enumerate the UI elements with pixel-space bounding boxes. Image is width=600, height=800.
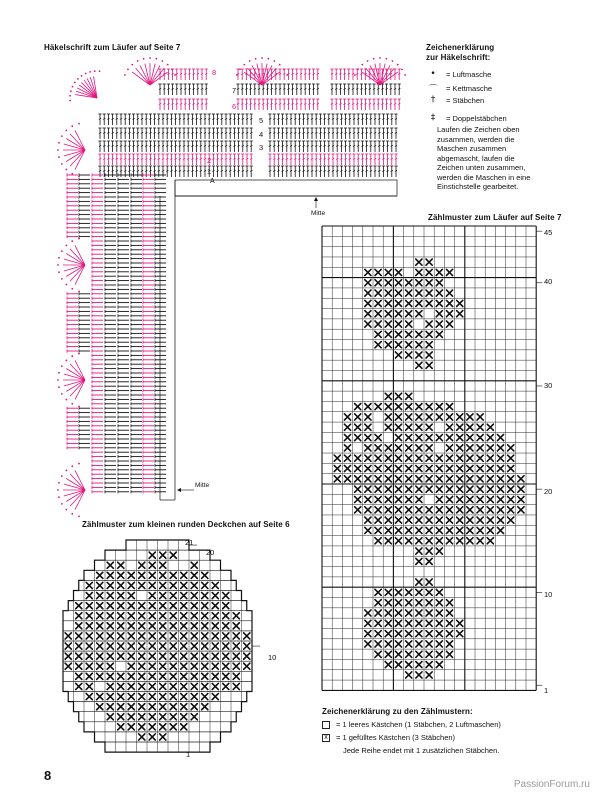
filled-cell <box>170 603 176 609</box>
filled-cell <box>160 643 166 649</box>
filled-cell <box>128 623 134 629</box>
filled-cell <box>149 643 155 649</box>
filled-cell <box>97 572 103 578</box>
filled-cell <box>86 592 92 598</box>
filled-cell <box>181 663 187 669</box>
filled-cell <box>107 623 113 629</box>
filled-cell <box>118 714 124 720</box>
filled-cell <box>118 613 124 619</box>
filled-cell <box>212 643 218 649</box>
filled-cell <box>97 643 103 649</box>
runner-label-10: 10 <box>544 590 553 599</box>
filled-cell <box>128 582 134 588</box>
filled-cell <box>212 673 218 679</box>
filled-cell <box>212 623 218 629</box>
filled-cell <box>149 693 155 699</box>
filled-cell <box>76 623 82 629</box>
runner-label-30: 30 <box>544 381 553 390</box>
filled-cell <box>202 693 208 699</box>
filled-cell <box>118 724 124 730</box>
filled-cell <box>149 552 155 558</box>
filled-cell <box>97 663 103 669</box>
filled-cell <box>191 613 197 619</box>
filled-cell <box>212 592 218 598</box>
filled-cell <box>128 663 134 669</box>
legend-luftmasche: • = Luftmasche <box>426 69 491 79</box>
filled-cell <box>118 633 124 639</box>
filled-cell <box>97 623 103 629</box>
filled-cell <box>160 633 166 639</box>
filled-cell <box>139 714 145 720</box>
filled-cell <box>233 663 239 669</box>
filled-cell <box>107 704 113 710</box>
filled-cell <box>128 633 134 639</box>
crochet-row-1: 1 <box>207 167 212 176</box>
filled-cell <box>181 603 187 609</box>
crochet-row-6: 6 <box>232 102 237 111</box>
filled-cell <box>118 562 124 568</box>
filled-cell <box>97 693 103 699</box>
counting-legend-title: Zeichenerklärung zu den Zählmustern: <box>322 707 473 716</box>
filled-cell <box>233 673 239 679</box>
filled-cell <box>181 704 187 710</box>
filled-cell <box>181 633 187 639</box>
filled-cell <box>86 623 92 629</box>
filled-cell <box>170 643 176 649</box>
filled-cell <box>139 683 145 689</box>
filled-cell <box>86 663 92 669</box>
filled-cell <box>170 714 176 720</box>
filled-cell <box>170 552 176 558</box>
filled-cell <box>139 582 145 588</box>
filled-cell <box>212 653 218 659</box>
filled-cell <box>139 734 145 740</box>
round-label-1: 1 <box>186 750 191 759</box>
filled-cell <box>160 724 166 730</box>
filled-cell <box>233 683 239 689</box>
filled-cell <box>223 623 229 629</box>
filled-cell <box>76 633 82 639</box>
filled-cell <box>128 724 134 730</box>
filled-cell <box>170 572 176 578</box>
filled-cell <box>97 633 103 639</box>
page-number: 8 <box>44 768 52 783</box>
filled-cell <box>128 714 134 720</box>
filled-cell <box>65 643 71 649</box>
filled-cell <box>170 623 176 629</box>
filled-cell <box>149 653 155 659</box>
filled-cell <box>212 613 218 619</box>
filled-cell <box>128 613 134 619</box>
treble-crochet-icon: ‡ <box>430 113 436 123</box>
filled-cell <box>97 653 103 659</box>
counting-legend-filled: x = 1 gefülltes Kästchen (3 Stäbchen) <box>322 733 455 742</box>
filled-cell <box>160 552 166 558</box>
filled-cell <box>86 613 92 619</box>
round-label-10: 10 <box>268 653 277 662</box>
filled-cell <box>191 633 197 639</box>
filled-cell <box>191 663 197 669</box>
filled-cell <box>86 653 92 659</box>
legend-kettmasche: ⌒ = Kettmasche <box>426 82 492 95</box>
runner-label-40: 40 <box>544 277 553 286</box>
filled-cell <box>223 603 229 609</box>
filled-cell <box>202 572 208 578</box>
filled-cell <box>191 562 197 568</box>
filled-cell <box>181 572 187 578</box>
filled-cell <box>128 683 134 689</box>
filled-cell <box>118 653 124 659</box>
filled-cell <box>202 582 208 588</box>
counting-legend-empty: = 1 leeres Kästchen (1 Stäbchen, 2 Luftmaschen) <box>322 720 501 729</box>
filled-cell <box>160 704 166 710</box>
chain-stitch-icon: • <box>430 69 436 79</box>
filled-cell <box>86 643 92 649</box>
filled-cell <box>97 592 103 598</box>
crochet-legend-note: Laufen die Zeichen oben zusammen, werden die Maschen zusammen abgemascht, laufen die Zeichen unten zusammen, werden die Maschen in eine Einstichstelle gearbeitet. <box>437 125 531 191</box>
filled-cell <box>191 714 197 720</box>
filled-cell <box>233 633 239 639</box>
filled-cell <box>181 724 187 730</box>
filled-cell <box>149 704 155 710</box>
filled-cell <box>202 603 208 609</box>
filled-cell <box>181 673 187 679</box>
filled-cell <box>97 673 103 679</box>
filled-cell <box>170 693 176 699</box>
filled-cell <box>191 592 197 598</box>
filled-cell <box>107 663 113 669</box>
filled-cell <box>107 673 113 679</box>
filled-cell <box>118 572 124 578</box>
filled-cell <box>233 643 239 649</box>
filled-cell <box>160 673 166 679</box>
filled-cell <box>139 562 145 568</box>
filled-cell <box>128 572 134 578</box>
filled-cell <box>223 633 229 639</box>
filled-cell <box>149 572 155 578</box>
filled-cell <box>86 693 92 699</box>
filled-cell <box>107 613 113 619</box>
filled-cell <box>223 673 229 679</box>
filled-cell <box>139 663 145 669</box>
legend-doppelstaebchen: ‡ = Doppelstäbchen <box>426 113 507 123</box>
filled-cell <box>118 673 124 679</box>
filled-cell <box>181 582 187 588</box>
filled-cell <box>223 613 229 619</box>
filled-cell <box>107 572 113 578</box>
filled-cell <box>139 653 145 659</box>
filled-cell <box>212 582 218 588</box>
filled-cell <box>86 683 92 689</box>
start-marker: A <box>210 178 215 185</box>
filled-cell <box>118 603 124 609</box>
crochet-row-3: 3 <box>259 143 264 152</box>
filled-cell <box>160 653 166 659</box>
runner-label-1: 1 <box>544 686 549 695</box>
filled-cell <box>149 724 155 730</box>
filled-cell <box>202 623 208 629</box>
filled-cell <box>181 693 187 699</box>
filled-cell <box>128 603 134 609</box>
filled-cell <box>139 633 145 639</box>
filled-cell <box>118 592 124 598</box>
filled-cell <box>65 663 71 669</box>
filled-cell <box>223 592 229 598</box>
filled-cell <box>76 663 82 669</box>
filled-cell <box>181 623 187 629</box>
crochet-row-2: 2 <box>207 156 212 165</box>
runner-chart-title: Zählmuster zum Läufer auf Seite 7 <box>428 213 562 222</box>
filled-cell <box>202 643 208 649</box>
filled-cell <box>149 613 155 619</box>
filled-cell <box>128 693 134 699</box>
filled-cell <box>65 633 71 639</box>
runner-label-45: 45 <box>544 228 553 237</box>
filled-cell <box>202 592 208 598</box>
filled-cell <box>107 633 113 639</box>
filled-cell <box>118 693 124 699</box>
filled-cell <box>160 683 166 689</box>
filled-cell <box>107 643 113 649</box>
legend-staebchen: † = Stäbchen <box>426 95 484 105</box>
filled-cell <box>128 653 134 659</box>
filled-cell <box>139 693 145 699</box>
filled-cell <box>233 623 239 629</box>
filled-cell <box>128 673 134 679</box>
filled-cell <box>202 613 208 619</box>
filled-cell <box>212 663 218 669</box>
filled-cell <box>191 683 197 689</box>
filled-cell <box>97 582 103 588</box>
filled-cell <box>212 603 218 609</box>
filled-cell <box>118 704 124 710</box>
filled-cell <box>181 643 187 649</box>
filled-cell <box>139 572 145 578</box>
filled-cell <box>118 643 124 649</box>
filled-cell <box>128 592 134 598</box>
double-crochet-icon: † <box>430 95 436 105</box>
filled-cell <box>139 673 145 679</box>
empty-box-icon <box>322 721 330 729</box>
filled-cell <box>160 582 166 588</box>
filled-cell <box>97 704 103 710</box>
filled-cell <box>86 673 92 679</box>
filled-cell <box>149 582 155 588</box>
filled-cell <box>149 633 155 639</box>
filled-cell <box>149 683 155 689</box>
filled-cell <box>118 623 124 629</box>
filled-cell <box>170 633 176 639</box>
filled-cell <box>191 623 197 629</box>
filled-cell <box>191 572 197 578</box>
counting-legend-note: Jede Reihe endet mit 1 zusätzlichen Stäbchen. <box>343 746 500 755</box>
filled-cell <box>244 643 250 649</box>
filled-cell <box>244 653 250 659</box>
mitte-side-label: Mitte <box>195 482 210 489</box>
filled-cell <box>149 592 155 598</box>
filled-cell <box>191 643 197 649</box>
filled-cell <box>223 643 229 649</box>
filled-cell <box>107 653 113 659</box>
filled-cell <box>181 653 187 659</box>
filled-cell <box>170 683 176 689</box>
crochet-row-5: 5 <box>259 116 264 125</box>
filled-cell <box>160 734 166 740</box>
slip-stitch-icon: ⌒ <box>428 85 438 95</box>
filled-cell <box>97 603 103 609</box>
filled-cell <box>107 714 113 720</box>
filled-cell <box>149 562 155 568</box>
filled-cell <box>107 562 113 568</box>
filled-cell <box>107 603 113 609</box>
filled-cell <box>233 613 239 619</box>
filled-cell <box>76 683 82 689</box>
filled-cell <box>191 693 197 699</box>
filled-cell <box>212 633 218 639</box>
filled-cell <box>86 603 92 609</box>
mitte-top-label: Mitte <box>311 210 326 217</box>
filled-cell <box>128 643 134 649</box>
filled-cell <box>223 663 229 669</box>
filled-cell <box>76 653 82 659</box>
filled-cell <box>181 613 187 619</box>
filled-cell <box>181 714 187 720</box>
filled-cell <box>149 734 155 740</box>
filled-cell <box>160 663 166 669</box>
filled-cell <box>223 683 229 689</box>
filled-cell <box>149 663 155 669</box>
filled-cell <box>139 643 145 649</box>
filled-cell <box>191 582 197 588</box>
filled-cell <box>65 653 71 659</box>
crochet-chart-title: Häkelschrift zum Läufer auf Seite 7 <box>44 43 181 52</box>
filled-cell <box>76 673 82 679</box>
round-grid-lines <box>63 540 252 752</box>
filled-cell <box>170 592 176 598</box>
filled-cell <box>170 582 176 588</box>
filled-cell <box>160 714 166 720</box>
filled-cell <box>118 582 124 588</box>
filled-cell <box>76 603 82 609</box>
filled-cell <box>233 653 239 659</box>
filled-cell <box>202 653 208 659</box>
filled-cell <box>202 663 208 669</box>
filled-cell <box>160 693 166 699</box>
filled-cell <box>212 683 218 689</box>
filled-cell <box>181 683 187 689</box>
filled-cell <box>244 633 250 639</box>
filled-cell <box>76 613 82 619</box>
filled-cell <box>202 704 208 710</box>
filled-cell <box>107 683 113 689</box>
filled-cell <box>160 613 166 619</box>
filled-cell <box>160 603 166 609</box>
filled-cell <box>244 663 250 669</box>
filled-cell <box>191 603 197 609</box>
round-label-21: 21 <box>185 538 194 547</box>
crochet-legend-title-line1: Zeichenerklärung <box>426 43 495 52</box>
filled-cell <box>212 693 218 699</box>
filled-cell <box>202 673 208 679</box>
filled-cell <box>76 643 82 649</box>
filled-cell <box>128 704 134 710</box>
filled-cell <box>149 603 155 609</box>
filled-cell <box>170 663 176 669</box>
filled-cell <box>139 613 145 619</box>
filled-cell <box>170 653 176 659</box>
filled-cell <box>107 592 113 598</box>
crochet-row-7: 7 <box>232 86 237 95</box>
filled-cell <box>202 683 208 689</box>
filled-cell <box>160 562 166 568</box>
filled-cell <box>170 704 176 710</box>
round-chart-title: Zählmuster zum kleinen runden Deckchen auf Seite 6 <box>82 520 290 529</box>
filled-cell <box>170 613 176 619</box>
filled-cell <box>191 653 197 659</box>
filled-box-icon: x <box>322 734 330 742</box>
filled-cell <box>202 633 208 639</box>
filled-cell <box>160 592 166 598</box>
crochet-row-4: 4 <box>259 130 264 139</box>
filled-cell <box>86 633 92 639</box>
round-label-20: 20 <box>206 548 215 557</box>
filled-cell <box>97 613 103 619</box>
filled-cell <box>107 693 113 699</box>
filled-cell <box>107 582 113 588</box>
filled-cell <box>223 653 229 659</box>
filled-cell <box>181 592 187 598</box>
filled-cell <box>160 623 166 629</box>
filled-cell <box>160 572 166 578</box>
filled-cell <box>191 673 197 679</box>
filled-cell <box>170 673 176 679</box>
crochet-legend-title-line2: zur Häkelschrift: <box>426 53 491 62</box>
filled-cell <box>86 582 92 588</box>
filled-cell <box>170 724 176 730</box>
crochet-row-8: 8 <box>212 68 217 77</box>
filled-cell <box>139 603 145 609</box>
filled-cell <box>139 724 145 730</box>
filled-cell <box>139 623 145 629</box>
filled-cell <box>118 683 124 689</box>
filled-cell <box>149 623 155 629</box>
filled-cell <box>139 704 145 710</box>
watermark: PassionForum.ru <box>513 779 590 790</box>
filled-cell <box>149 673 155 679</box>
filled-cell <box>191 704 197 710</box>
runner-label-20: 20 <box>544 487 553 496</box>
filled-cell <box>149 714 155 720</box>
